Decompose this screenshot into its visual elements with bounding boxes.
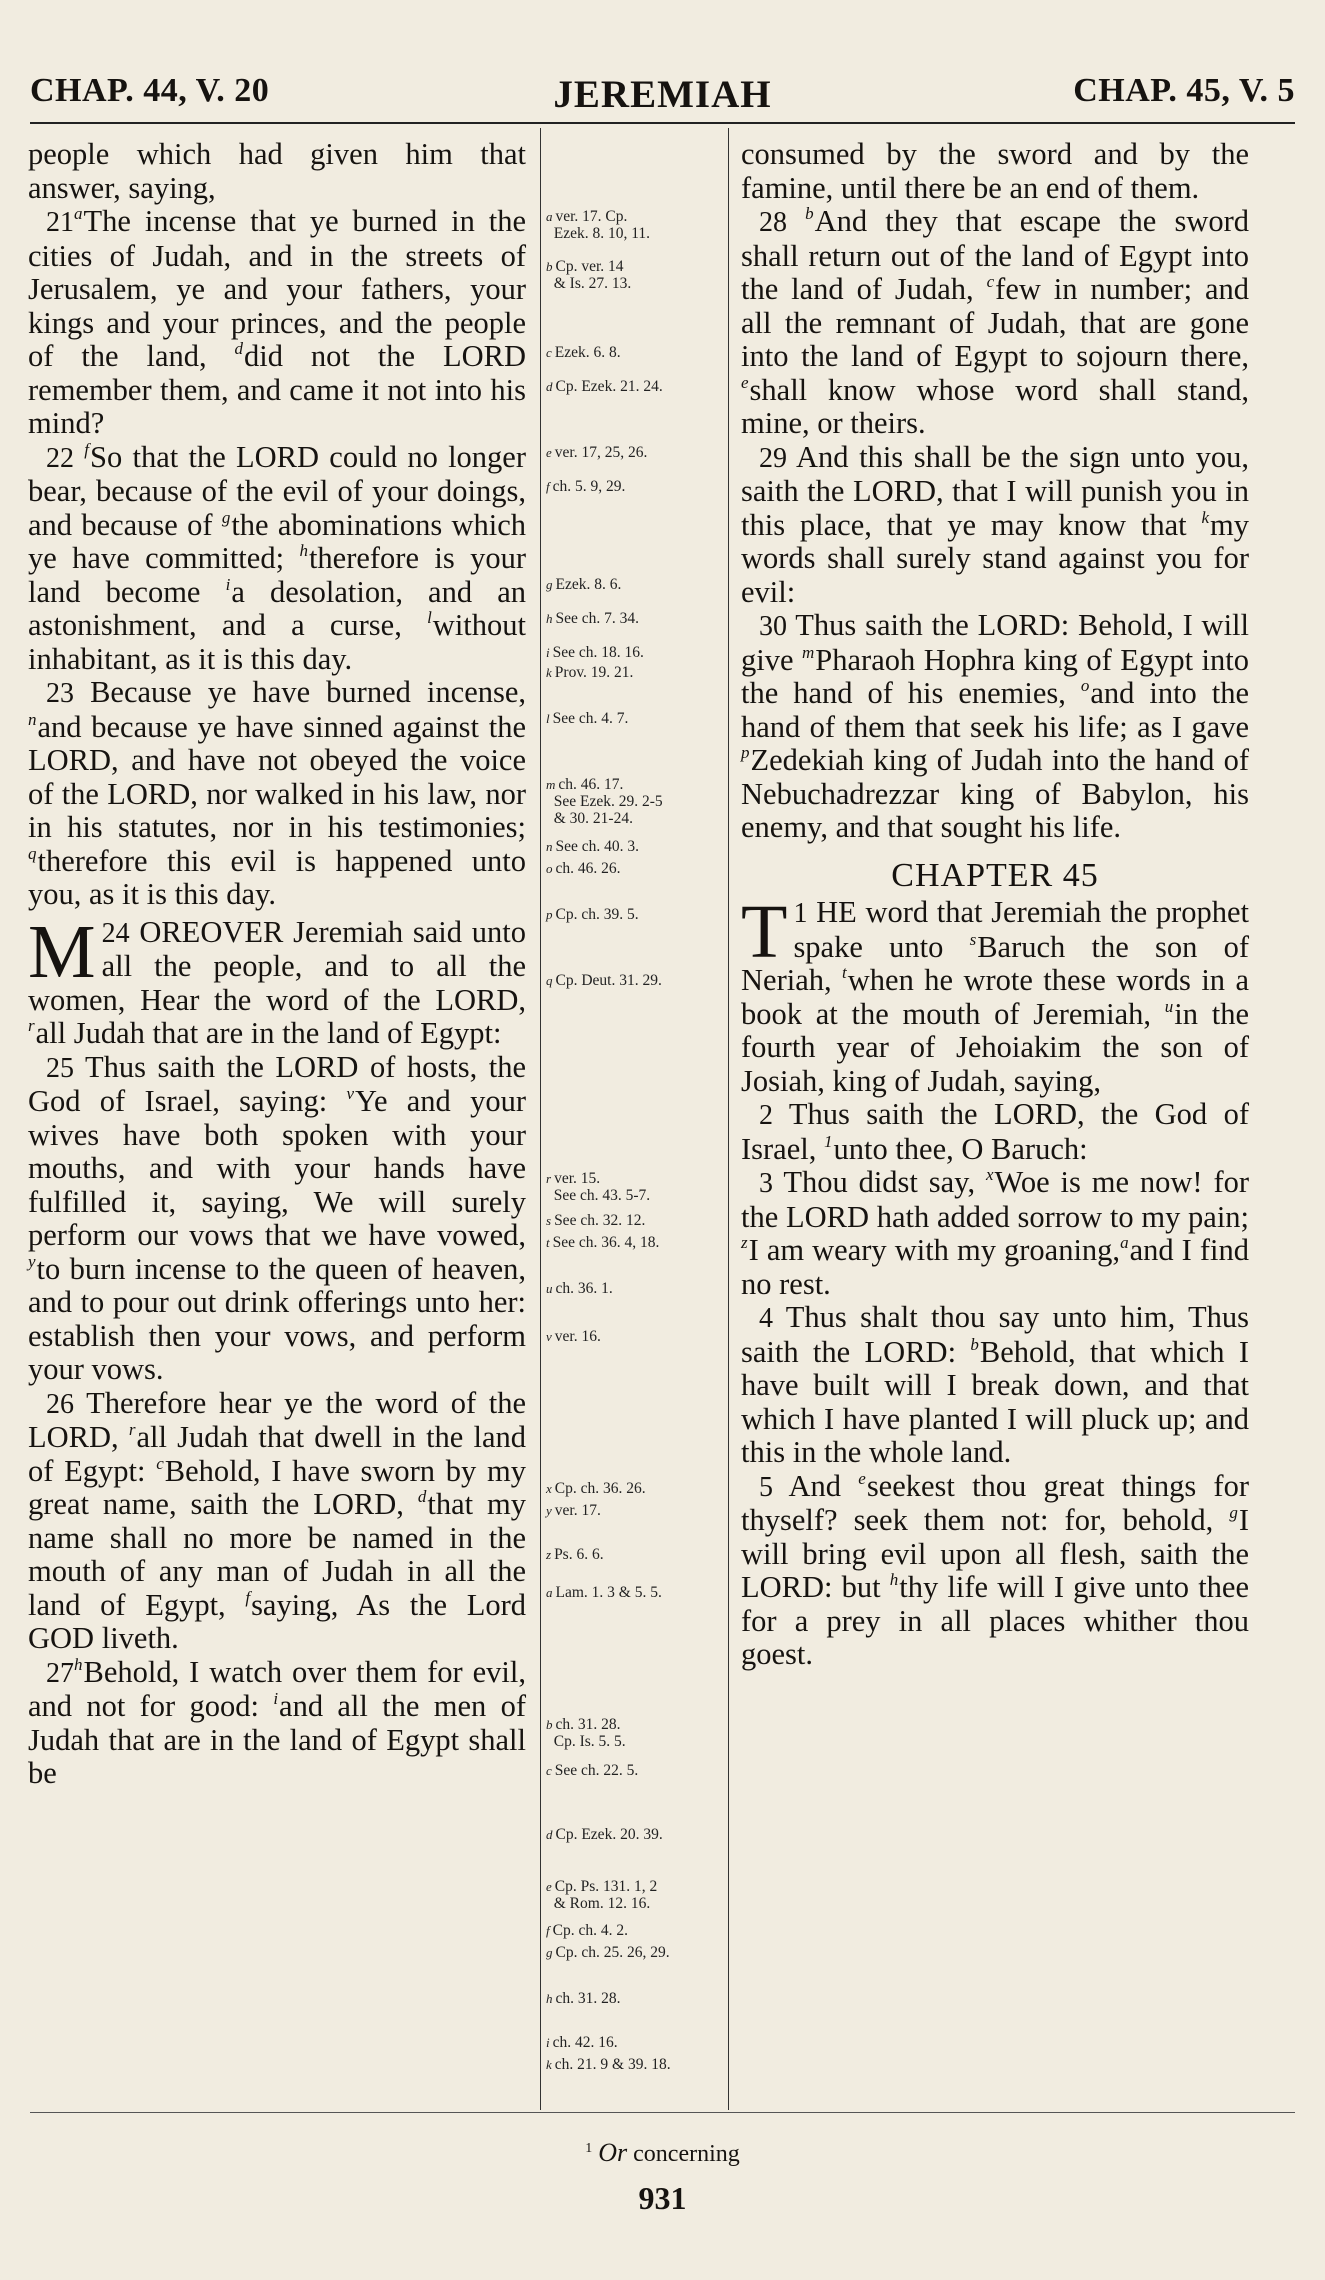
margin-ref: $^f$ ch. 5. 9, 29.	[546, 478, 626, 495]
verse-20-end: people which had given him that answer, saying,	[28, 137, 526, 205]
book-title: JEREMIAH	[553, 73, 772, 116]
margin-ref: $^b$ Cp. ver. 14 & Is. 27. 13.	[546, 258, 632, 292]
margin-ref: $^p$ Cp. ch. 39. 5.	[546, 906, 639, 923]
margin-ref: $^k$ ch. 21. 9 & 39. 18.	[546, 2056, 671, 2073]
verse-number: 28	[759, 207, 787, 238]
verse-27: 27$^h$Behold, I watch over them for evil, and not for good: $^i$and all the men of Judah that are in the land of Egypt shall be	[28, 1654, 526, 1790]
margin-ref: $^c$ Ezek. 6. 8.	[546, 344, 621, 361]
verse-number: 22	[46, 442, 74, 474]
margin-ref: $^k$ Prov. 19. 21.	[546, 664, 634, 681]
margin-ref: $^r$ ver. 15. See ch. 43. 5-7.	[546, 1170, 651, 1204]
margin-ref: $^m$ ch. 46. 17. See Ezek. 29. 2-5 & 30. 21-24.	[546, 776, 663, 827]
margin-ref: $^s$ See ch. 32. 12.	[546, 1212, 646, 1229]
margin-ref: $^g$ Cp. ch. 25. 26, 29.	[546, 1944, 670, 1961]
margin-ref: $^c$ See ch. 22. 5.	[546, 1762, 639, 1779]
verse-number: 3	[759, 1168, 773, 1199]
margin-ref: $^i$ ch. 42. 16.	[546, 2034, 618, 2051]
chapter-45-verse-5: 5 And $^e$seekest thou great things for thyself? seek them not: for, behold, $^g$I will bring evil upon all flesh, saith the LORD: but $^h$thy life will I give unto thee for a prey in all places whither thou goest.	[741, 1468, 1250, 1671]
verse-number: 21	[46, 207, 74, 238]
verse-number: 26	[46, 1388, 74, 1420]
text-column-right	[741, 138, 1249, 1672]
verse-number: 23	[46, 678, 74, 709]
margin-ref: $^e$ Cp. Ps. 131. 1, 2 & Rom. 12. 16.	[546, 1878, 658, 1912]
verse-30: 30 Thus saith the LORD: Behold, I will give $^m$Pharaoh Hophra king of Egypt into the hand of his enemies, $^o$and into the hand of them that seek his life; as I gave $^p$Zedekiah king of Judah into the hand of Nebuchadrezzar king of Babylon, his enemy, and that sought his life.	[741, 608, 1250, 844]
margin-ref: $^u$ ch. 36. 1.	[546, 1280, 613, 1297]
cross-reference-column	[546, 0, 724, 2280]
verse-number: 2	[759, 1100, 773, 1131]
verse-26: 26 Therefore hear ye the word of the LORD, $^r$all Judah that dwell in the land of Egypt: $^c$Behold, I have sworn by my great name, saith the LORD, $^d$that my name shall no more be named in the mouth of any man of Judah in all the land of Egypt, $^f$saying, As the Lord GOD liveth.	[28, 1385, 527, 1655]
verse-22: 22 $^f$So that the LORD could no longer bear, because of the evil of your doings, and because of $^g$the abominations which ye have committed; $^h$therefore is your land become $^i$a desolation, and an astonishment, and a curse, $^l$without inhabitant, as it is this day.	[28, 439, 527, 676]
margin-ref: $^i$ See ch. 18. 16.	[546, 644, 644, 661]
verse-number: 5	[759, 1471, 773, 1503]
header-chapter-end: CHAP. 45, V. 5	[1073, 72, 1295, 109]
drop-cap: M	[28, 909, 96, 994]
verse-23: 23 Because ye have burned incense, $^n$and because ye have sinned against the LORD, and have not obeyed the voice of the LORD, nor walked in his law, nor in his statutes, nor in his testimonies; $^q$therefore this evil is happened unto you, as it is this day.	[28, 675, 527, 911]
chapter-heading: CHAPTER 45	[891, 856, 1099, 894]
margin-ref: $^b$ ch. 31. 28. Cp. Is. 5. 5.	[546, 1716, 626, 1750]
margin-ref: $^d$ Cp. Ezek. 21. 24.	[546, 378, 663, 395]
margin-ref: $^a$ ver. 17. Cp. Ezek. 8. 10, 11.	[546, 208, 651, 242]
margin-ref: $^x$ Cp. ch. 36. 26.	[546, 1480, 646, 1497]
verse-number: 27	[46, 1657, 74, 1689]
margin-ref: $^n$ See ch. 40. 3.	[546, 838, 640, 855]
page-number: 931	[638, 2180, 687, 2216]
verse-number: 29	[759, 442, 787, 474]
margin-ref: $^e$ ver. 17, 25, 26.	[546, 444, 648, 461]
margin-ref: $^t$ See ch. 36. 4, 18.	[546, 1234, 660, 1251]
margin-ref: $^a$ Lam. 1. 3 & 5. 5.	[546, 1584, 662, 1601]
verse-24: 24 M OREOVER Jeremiah said unto all the people, and to all the women, Hear the word of the LORD, $^r$all Judah that are in the land of Egypt:	[28, 909, 526, 1050]
header-chapter-start: CHAP. 44, V. 20	[30, 72, 270, 109]
verse-number: 25	[46, 1052, 74, 1084]
margin-ref: $^q$ Cp. Deut. 31. 29.	[546, 972, 662, 989]
verse-27-end: consumed by the sword and by the famine, until there be an end of them.	[741, 137, 1249, 205]
drop-cap: T	[741, 890, 788, 974]
margin-ref: $^v$ ver. 16.	[546, 1328, 601, 1345]
column-divider-right	[728, 128, 729, 2110]
margin-ref: $^z$ Ps. 6. 6.	[546, 1546, 604, 1563]
footnote: $^1$ Or concerning	[585, 2138, 740, 2167]
column-divider-left	[540, 128, 541, 2110]
verse-number: 30	[759, 611, 787, 642]
chapter-45-verse-3: 3 Thou didst say, $^x$Woe is me now! for the LORD hath added sorrow to my pain; $^z$I am weary with my groaning,$^a$and I find no rest.	[741, 1165, 1250, 1301]
verse-number: 24	[101, 917, 130, 949]
margin-ref: $^h$ ch. 31. 28.	[546, 1990, 621, 2007]
margin-ref: $^o$ ch. 46. 26.	[546, 860, 621, 877]
margin-ref: $^d$ Cp. Ezek. 20. 39.	[546, 1826, 663, 1843]
margin-ref: $^y$ ver. 17.	[546, 1502, 601, 1519]
verse-number: 4	[759, 1303, 773, 1334]
footnote-rule	[30, 2112, 1295, 2113]
margin-ref: $^l$ See ch. 4. 7.	[546, 710, 629, 727]
verse-number: 1	[793, 898, 808, 929]
margin-ref: $^h$ See ch. 7. 34.	[546, 610, 640, 627]
verse-29: 29 And this shall be the sign unto you, saith the LORD, that I will punish you in this place, that ye may know that $^k$my words shall surely stand against you for evil:	[741, 439, 1249, 609]
verse-25: 25 Thus saith the LORD of hosts, the God of Israel, saying: $^v$Ye and your wives have both spoken with your mouths, and with your hands have fulfilled it, saying, We will surely perform our vows that we have vowed, $^y$to burn incense to the queen of heaven, and to pour out drink offerings unto her: establish then your vows, and perform your vows.	[28, 1049, 527, 1386]
text-column-left	[28, 138, 526, 1791]
verse-21: 21$^a$The incense that ye burned in the cities of Judah, and in the streets of Jerusalem, ye and your fathers, your kings and your princes, and the people of the land, $^d$did not the LORD remember them, and came it not into his mind?	[28, 204, 526, 440]
margin-ref: $^g$ Ezek. 8. 6.	[546, 576, 622, 593]
chapter-45-verse-1: 1 T HE word that Jeremiah the prophet spake unto $^s$Baruch the son of Neriah, $^t$when he wrote these words in a book at the mouth of Jeremiah, $^u$in the fourth year of Jehoiakim the son of Josiah, king of Judah, saying,	[741, 890, 1250, 1098]
chapter-45-verse-2: 2 Thus saith the LORD, the God of Israel, $^1$unto thee, O Baruch:	[741, 1097, 1249, 1166]
margin-ref: $^f$ Cp. ch. 4. 2.	[546, 1922, 628, 1939]
chapter-45-verse-4: 4 Thus shalt thou say unto him, Thus saith the LORD: $^b$Behold, that which I have built will I break down, and that which I have planted I will pluck up; and this in the whole land.	[741, 1300, 1250, 1469]
verse-28: 28 $^b$And they that escape the sword shall return out of the land of Egypt into the land of Judah, $^c$few in number; and all the remnant of Judah, that are gone into the land of Egypt to sojourn there, $^e$shall know whose word shall stand, mine, or theirs.	[741, 204, 1250, 440]
